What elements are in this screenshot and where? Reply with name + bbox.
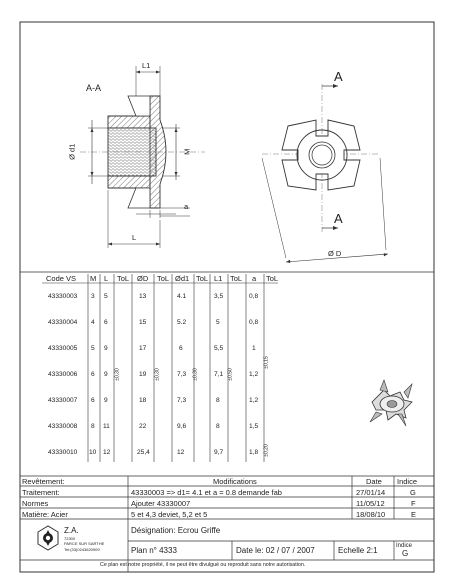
row-od1: 7,3 [177,371,187,378]
row-l1: 9,7 [214,449,224,456]
revetement-label: Revêtement: [22,477,65,486]
row-od: 15 [139,319,147,326]
modifications-label: Modifications [213,477,257,486]
row-l: 11 [103,423,110,430]
row-l1: 5 [216,319,220,326]
header-l1: L1 [214,274,223,283]
cut-label-top: A [334,69,343,84]
normes-label: Normes [22,499,49,508]
dim-d-label: Ø D [328,249,342,258]
row-code: 43330010 [48,449,78,456]
row-code: 43330008 [48,423,78,430]
header-tol-a: ToL [266,274,279,283]
date-label: Date [366,477,382,486]
company-city: PARCE SUR SARTHE [64,541,105,546]
row-od1: 5.2 [177,319,187,326]
header-tol-l1: ToL [230,274,243,283]
row-m: 10 [89,449,97,456]
row-m: 6 [91,371,95,378]
row-l: 12 [103,449,111,456]
prong-lower [128,188,150,208]
dim-l1-label: L1 [142,61,151,70]
header-a: a [252,274,257,283]
row-od1: 12 [177,449,185,456]
section-label: A-A [86,83,102,93]
header-m: M [90,274,97,283]
row-code: 43330004 [48,319,78,326]
header-code-vs: Code VS [46,274,77,283]
row-a: 0,8 [249,293,259,300]
date-le: Date le: 02 / 07 / 2007 [236,546,315,555]
row-m: 8 [91,423,95,430]
row-m: 5 [91,345,95,352]
dim-a-label: a [184,202,189,211]
company-postcode: 72300 [64,536,76,541]
row-l1: 7,1 [214,371,224,378]
tol-l: ±0,30 [114,368,121,381]
section-view [80,66,205,248]
row-m: 4 [91,319,95,326]
tol-l1: ±0,50 [227,368,234,381]
cut-label-bottom: A [334,211,343,226]
dim-m-label: M [182,148,192,155]
traitement-label: Traitement: [22,488,60,497]
row-l1: 5,5 [214,345,224,352]
modification-3: 5 et 4,3 deviet, 5,2 et 5 [131,510,208,519]
row-od1: 7,3 [177,397,187,404]
row-od: 25,4 [137,449,150,456]
row-code: 43330007 [48,397,78,404]
dim-l-label: L [132,233,137,242]
date-2: 11/05/12 [356,499,385,508]
row-m: 3 [91,293,95,300]
company-logo [38,526,58,550]
plan-number: Plan n° 4333 [131,546,177,555]
indice-3: E [411,510,417,519]
dim-d1-label: Ø d1 [67,143,77,160]
date-3: 18/08/10 [356,510,386,519]
company-phone: Tel:(33)0243620909 [64,547,100,552]
row-l1: 8 [216,423,220,430]
row-a: 1,2 [249,397,259,404]
indice-bottom: G [402,549,409,558]
indice-1: G [410,488,416,497]
thread-area [108,128,156,176]
row-l1: 3,5 [214,293,224,300]
row-a: 1,5 [249,423,259,430]
date-1: 27/01/14 [356,488,386,497]
barrel-lower-wall [108,176,150,188]
header-tol-od: ToL [157,274,170,283]
row-l: 9 [104,397,108,404]
footer-notice: Ce plan est notre propriété, il ne peut être divulgué ou reproduit sans notre autorisation. [100,562,306,568]
row-code: 43330005 [48,345,78,352]
top-view [262,84,388,263]
row-a: 1,2 [249,371,259,378]
barrel-upper-wall [108,116,150,128]
row-l: 9 [104,371,108,378]
tee-nut-3d-icon [370,380,412,426]
prong-body [282,120,360,190]
indice-2: F [411,499,416,508]
row-od: 22 [139,423,147,430]
modification-2: Ajouter 43330007 [131,499,191,508]
row-code: 43330003 [48,293,78,300]
indice-label: Indice [397,477,418,486]
row-a: 1,8 [249,449,259,456]
matiere-label: Matière: Acier [22,510,68,519]
row-od: 17 [139,345,147,352]
row-od1: 6 [179,345,183,352]
company-name: Z.A. [64,526,79,535]
tol-od1: ±0,30 [192,368,199,381]
row-a: 0,8 [249,319,259,326]
header-l: L [104,274,109,283]
row-l: 5 [104,293,108,300]
row-l1: 8 [216,397,220,404]
row-od1: 4.1 [177,293,187,300]
row-m: 6 [91,397,95,404]
tol-a-upper: ±0,15 [263,356,270,369]
row-l: 9 [104,345,108,352]
header-od: ØD [137,274,149,283]
tol-od: ±0,30 [154,368,161,381]
tol-a-last: ±0,20 [263,444,270,457]
echelle: Echelle 2:1 [338,546,378,555]
header-od1: Ød1 [175,274,190,283]
header-tol-od1: ToL [196,274,209,283]
row-od1: 9,6 [177,423,187,430]
prong-upper [128,96,150,116]
header-tol-l: ToL [117,274,130,283]
row-code: 43330006 [48,371,78,378]
modification-1: 43330003 => d1= 4.1 et a = 0.8 demande fab [131,488,282,497]
row-l: 6 [104,319,108,326]
row-od: 18 [139,397,147,404]
designation: Désignation: Ecrou Griffe [131,526,221,535]
row-od: 19 [139,371,147,378]
row-a: 1 [252,345,256,352]
row-od: 13 [139,293,147,300]
indice-bottom-label: Indice [396,543,413,549]
